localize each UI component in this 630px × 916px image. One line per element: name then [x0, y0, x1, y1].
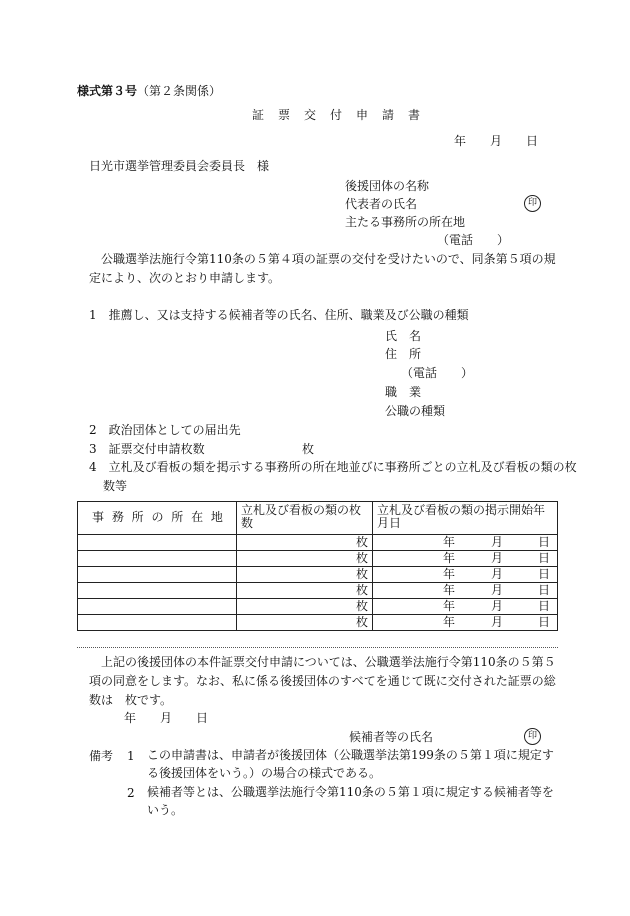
table-row: [78, 583, 558, 599]
table-header-row: [78, 502, 558, 535]
notes-label: 備考: [89, 749, 114, 763]
sign-count-cell[interactable]: [237, 583, 373, 599]
sign-count-cell[interactable]: [237, 567, 373, 583]
item1-label: 1 推薦し、又は支持する候補者等の氏名、住所、職業及び公職の種類: [89, 308, 469, 322]
office-table: [77, 501, 558, 631]
month-unit: 月: [491, 551, 504, 565]
item3-label: 3 証票交付申請枚数: [89, 442, 205, 456]
sign-count-cell[interactable]: [237, 599, 373, 615]
form-date: 年 月 日: [454, 134, 539, 148]
month-unit: 月: [491, 615, 504, 629]
item3-unit: 枚: [302, 442, 315, 456]
office-location-cell[interactable]: [78, 599, 237, 615]
form-relation: （第２条関係）: [137, 84, 222, 98]
intro-paragraph: 公職選挙法施行令第110条の５第４項の証票の交付を受けたいので、同条第５項の規定により、次のとおり申請します。: [89, 252, 556, 285]
dotted-separator: [77, 647, 558, 648]
year-unit: 年: [443, 567, 456, 581]
office-location-cell[interactable]: [78, 615, 237, 631]
candidate-phone-label: （電話 ）: [401, 366, 474, 380]
month-unit: 月: [491, 535, 504, 549]
header-office-location: 事 務 所 の 所 在 地: [78, 502, 237, 535]
sign-count-cell[interactable]: [237, 551, 373, 567]
day-unit: 日: [538, 535, 551, 549]
year-unit: 年: [443, 599, 456, 613]
sign-count-unit: 枚: [355, 583, 368, 597]
display-start-date-cell[interactable]: [373, 567, 558, 583]
seal-icon: 印: [524, 195, 541, 212]
sign-count-unit: 枚: [355, 551, 368, 565]
group-name-label: 後援団体の名称: [345, 179, 430, 193]
day-unit: 日: [538, 567, 551, 581]
table-row: [78, 535, 558, 551]
day-unit: 日: [538, 599, 551, 613]
applicant-phone: （電話 ）: [437, 233, 510, 247]
header-sign-count: 立札及び看板の類の枚数: [237, 502, 373, 535]
form-title: 証 票 交 付 申 請 書: [252, 108, 422, 122]
addressee: 日光市選挙管理委員会委員長 様: [89, 159, 270, 173]
sign-count-cell[interactable]: [237, 615, 373, 631]
display-start-date-cell[interactable]: [373, 551, 558, 567]
sign-count-unit: 枚: [355, 599, 368, 613]
month-unit: 月: [491, 567, 504, 581]
office-location-cell[interactable]: [78, 535, 237, 551]
table-row: [78, 599, 558, 615]
consent-date: 年 月 日: [124, 711, 209, 725]
candidate-name-label: 氏 名: [385, 329, 422, 343]
year-unit: 年: [443, 535, 456, 549]
display-start-date-cell[interactable]: [373, 535, 558, 551]
table-row: [78, 567, 558, 583]
representative-label: 代表者の氏名: [345, 197, 418, 211]
display-start-date-cell[interactable]: [373, 583, 558, 599]
form-number-line: [77, 83, 221, 99]
table-row: [78, 615, 558, 631]
table-row: [78, 551, 558, 567]
consent-paragraph: 上記の後援団体の本件証票交付申請については、公職選挙法施行令第110条の５第５項の同意をします。なお、私に係る後援団体のすべてを通じて既に交付された証票の総数は 枚です。: [89, 655, 556, 707]
candidate-office-type-label: 公職の種類: [385, 404, 446, 418]
day-unit: 日: [538, 615, 551, 629]
candidate-job-label: 職 業: [385, 385, 422, 399]
year-unit: 年: [443, 615, 456, 629]
item4-label: 4 立札及び看板の類を掲示する事務所の所在地並びに事務所ごとの立札及び看板の類の枚数等: [89, 460, 577, 493]
day-unit: 日: [538, 583, 551, 597]
office-location-cell[interactable]: [78, 567, 237, 583]
sign-count-unit: 枚: [355, 615, 368, 629]
candidate-signature-label: 候補者等の氏名: [349, 730, 434, 744]
note2-number: 2: [127, 786, 135, 800]
display-start-date-cell[interactable]: [373, 599, 558, 615]
form-number: 様式第３号: [77, 84, 138, 98]
office-label: 主たる事務所の所在地: [345, 215, 466, 229]
item2-label: 2 政治団体としての届出先: [89, 423, 241, 437]
note2-text: 候補者等とは、公職選挙法施行令第110条の５第１項に規定する候補者等をいう。: [147, 785, 554, 817]
candidate-seal-icon: 印: [524, 728, 541, 745]
sign-count-unit: 枚: [355, 535, 368, 549]
month-unit: 月: [491, 583, 504, 597]
month-unit: 月: [491, 599, 504, 613]
candidate-address-label: 住 所: [385, 347, 422, 361]
sign-count-unit: 枚: [355, 567, 368, 581]
display-start-date-cell[interactable]: [373, 615, 558, 631]
header-display-start-date: 立札及び看板の類の掲示開始年月日: [373, 502, 558, 535]
day-unit: 日: [538, 551, 551, 565]
note1-text: この申請書は、申請者が後援団体（公職選挙法第199条の５第１項に規定する後援団体をいう。）の場合の様式である。: [147, 748, 554, 780]
sign-count-cell[interactable]: [237, 535, 373, 551]
office-location-cell[interactable]: [78, 583, 237, 599]
note1-number: 1: [127, 749, 135, 763]
office-location-cell[interactable]: [78, 551, 237, 567]
year-unit: 年: [443, 551, 456, 565]
year-unit: 年: [443, 583, 456, 597]
